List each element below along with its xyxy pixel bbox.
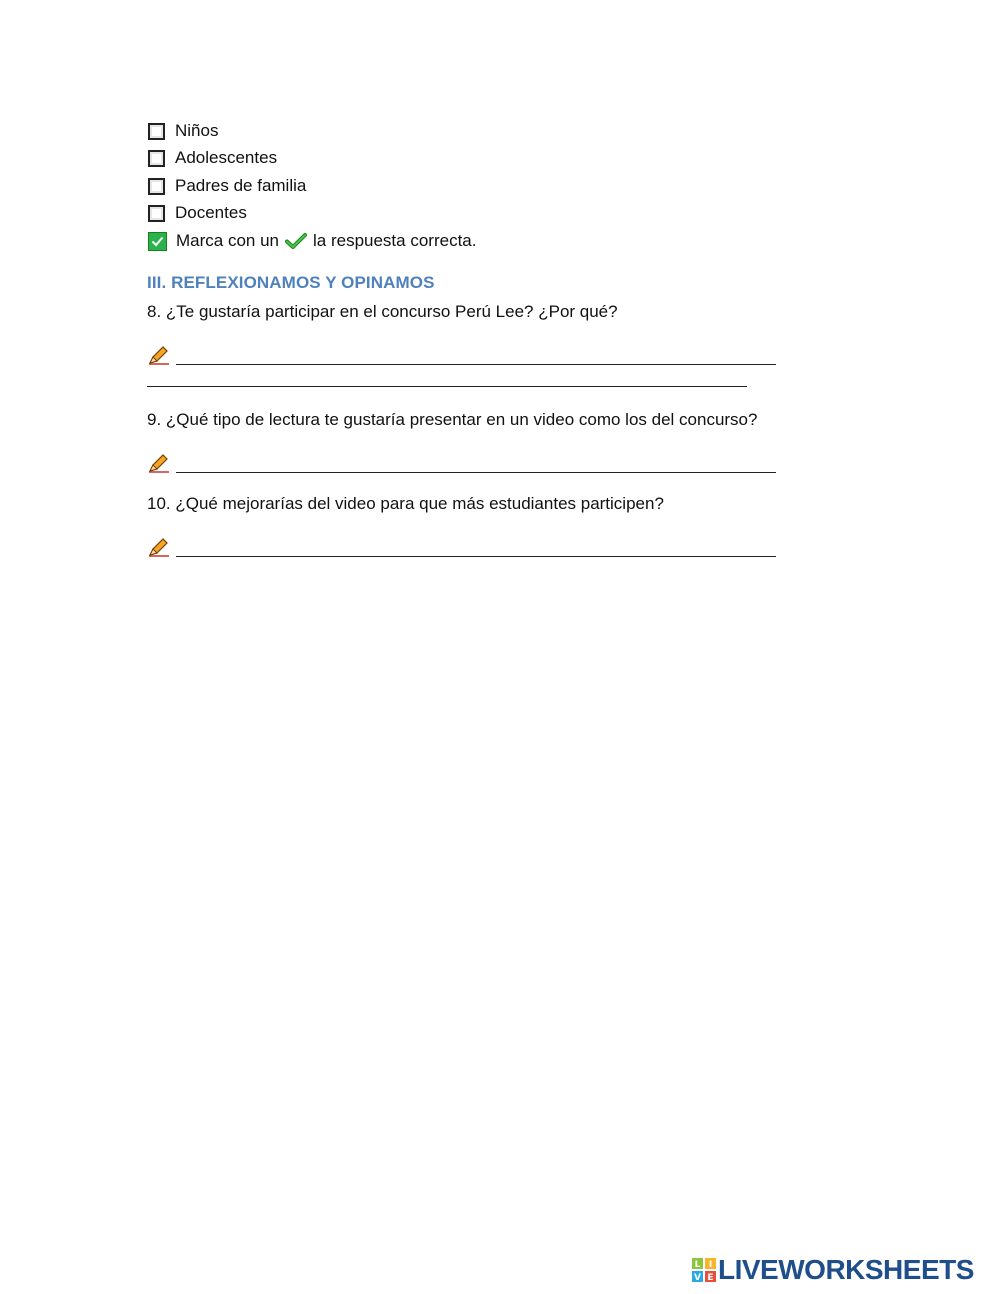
checked-box-icon (148, 232, 167, 251)
svg-text:L: L (694, 1260, 701, 1270)
checkbox[interactable] (148, 205, 165, 222)
pencil-icon (148, 537, 170, 557)
instruction-text-after: la respuesta correcta. (313, 231, 477, 250)
question-9: 9. ¿Qué tipo de lectura te gustaría presentar en un video como los del concurso? (147, 410, 758, 429)
svg-text:I: I (708, 1260, 713, 1270)
checkbox[interactable] (148, 150, 165, 167)
checkbox[interactable] (148, 178, 165, 195)
answer-line-8-continued[interactable] (147, 386, 747, 387)
answer-row-9 (148, 453, 776, 473)
checkbox[interactable] (148, 123, 165, 140)
svg-text:E: E (707, 1273, 714, 1282)
checkmark-icon (285, 232, 307, 250)
instruction-line (148, 230, 476, 252)
option-padres[interactable] (148, 175, 306, 197)
svg-text:V: V (694, 1273, 701, 1282)
answer-input-9[interactable] (176, 454, 776, 473)
option-label: Docentes (175, 203, 247, 222)
option-label: Niños (175, 121, 219, 140)
option-adolescentes[interactable] (148, 147, 277, 169)
answer-row-10 (148, 537, 776, 557)
liveworksheets-logo (692, 1255, 974, 1285)
option-ninos[interactable] (148, 120, 218, 142)
question-10: 10. ¿Qué mejorarías del video para que más estudiantes participen? (147, 494, 664, 513)
answer-input-8[interactable] (176, 346, 776, 365)
question-8: 8. ¿Te gustaría participar en el concurso Perú Lee? ¿Por qué? (147, 302, 618, 321)
pencil-icon (148, 453, 170, 473)
instruction-text-before: Marca con un (176, 231, 279, 250)
option-label: Padres de familia (175, 176, 307, 195)
brand-name: LIVEWORKSHEETS (718, 1254, 974, 1285)
answer-input-10[interactable] (176, 538, 776, 557)
liveworksheets-logo-icon (692, 1258, 716, 1282)
option-label: Adolescentes (175, 148, 278, 167)
pencil-icon (148, 345, 170, 365)
answer-row-8 (148, 345, 776, 365)
section-heading: III. REFLEXIONAMOS Y OPINAMOS (147, 273, 435, 292)
option-docentes[interactable] (148, 202, 247, 224)
